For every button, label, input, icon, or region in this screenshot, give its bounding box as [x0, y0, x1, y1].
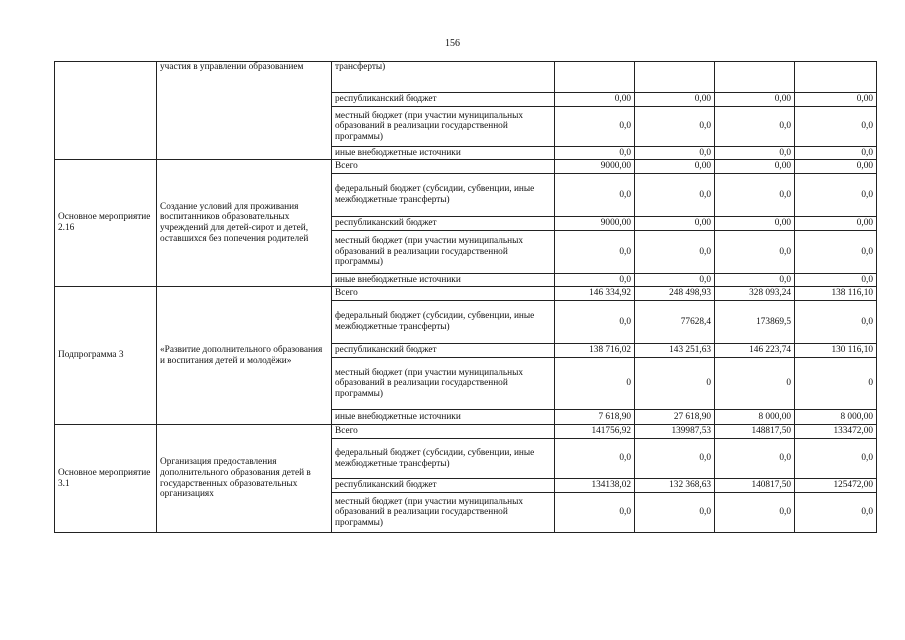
amount-cell: 143 251,63: [635, 344, 715, 358]
amount-cell: 328 093,24: [715, 287, 795, 301]
amount-cell: 0,0: [715, 493, 795, 533]
amount-cell: 0,0: [715, 274, 795, 287]
funding-source-cell: Всего: [332, 160, 555, 174]
amount-cell: 0,0: [635, 274, 715, 287]
amount-cell: 0,0: [555, 147, 635, 160]
amount-cell: [715, 62, 795, 93]
amount-cell: 0: [715, 358, 795, 410]
amount-cell: 0,00: [555, 93, 635, 107]
table-row: [55, 287, 877, 301]
amount-cell: 0,0: [795, 231, 877, 274]
program-name-cell: Основное мероприятие 2.16: [55, 160, 157, 287]
funding-source-cell: федеральный бюджет (субсидии, субвенции, иные межбюджетные трансферты): [332, 174, 555, 217]
amount-cell: 0,00: [715, 217, 795, 231]
funding-source-cell: федеральный бюджет (субсидии, субвенции, иные межбюджетные трансферты): [332, 439, 555, 479]
funding-source-cell: Всего: [332, 425, 555, 439]
amount-cell: 0,0: [635, 439, 715, 479]
amount-cell: 0,0: [555, 301, 635, 344]
funding-source-cell: иные внебюджетные источники: [332, 274, 555, 287]
funding-source-cell: иные внебюджетные источники: [332, 410, 555, 425]
amount-cell: 77628,4: [635, 301, 715, 344]
amount-cell: 0,0: [795, 274, 877, 287]
amount-cell: 8 000,00: [715, 410, 795, 425]
amount-cell: 0,0: [715, 174, 795, 217]
amount-cell: 0,00: [795, 160, 877, 174]
program-name-cell: Основное мероприятие 3.1: [55, 425, 157, 533]
table-row: [55, 62, 877, 93]
amount-cell: 0,0: [555, 439, 635, 479]
amount-cell: 0,00: [635, 93, 715, 107]
amount-cell: 0,0: [635, 174, 715, 217]
amount-cell: 146 223,74: [715, 344, 795, 358]
amount-cell: 0,0: [795, 174, 877, 217]
amount-cell: [635, 62, 715, 93]
amount-cell: 139987,53: [635, 425, 715, 439]
program-description-cell: участия в управлении образованием: [157, 62, 332, 160]
amount-cell: 0,00: [795, 217, 877, 231]
amount-cell: 138 116,10: [795, 287, 877, 301]
amount-cell: 148817,50: [715, 425, 795, 439]
amount-cell: 0,0: [555, 174, 635, 217]
amount-cell: 0,0: [635, 493, 715, 533]
amount-cell: 132 368,63: [635, 479, 715, 493]
amount-cell: 0,00: [715, 160, 795, 174]
amount-cell: 0,00: [635, 160, 715, 174]
funding-source-cell: местный бюджет (при участии муниципальных образований в реализации государственной программы): [332, 231, 555, 274]
amount-cell: 0,0: [555, 107, 635, 147]
amount-cell: 0,0: [715, 147, 795, 160]
amount-cell: 173869,5: [715, 301, 795, 344]
amount-cell: 8 000,00: [795, 410, 877, 425]
amount-cell: 0,0: [795, 439, 877, 479]
amount-cell: 0,0: [555, 274, 635, 287]
funding-source-cell: федеральный бюджет (субсидии, субвенции, иные межбюджетные трансферты): [332, 301, 555, 344]
amount-cell: 0,0: [555, 231, 635, 274]
amount-cell: 0,0: [795, 301, 877, 344]
funding-source-cell: местный бюджет (при участии муниципальных образований в реализации государственной программы): [332, 493, 555, 533]
amount-cell: [555, 62, 635, 93]
amount-cell: [795, 62, 877, 93]
program-description-cell: Организация предоставления дополнительного образования детей в государственных образовательных организациях: [157, 425, 332, 533]
program-description-cell: «Развитие дополнительного образования и воспитания детей и молодёжи»: [157, 287, 332, 425]
amount-cell: 0,0: [635, 231, 715, 274]
funding-source-cell: иные внебюджетные источники: [332, 147, 555, 160]
amount-cell: 0,0: [795, 107, 877, 147]
budget-table: [54, 61, 877, 533]
funding-source-cell: местный бюджет (при участии муниципальных образований в реализации государственной программы): [332, 107, 555, 147]
amount-cell: 134138,02: [555, 479, 635, 493]
amount-cell: 0,0: [795, 493, 877, 533]
amount-cell: 27 618,90: [635, 410, 715, 425]
program-description-cell: Создание условий для проживания воспитанников образовательных учреждений для детей-сирот и детей, оставшихся без попечения родителей: [157, 160, 332, 287]
amount-cell: 0,00: [635, 217, 715, 231]
page-number: 156: [445, 38, 460, 49]
amount-cell: 125472,00: [795, 479, 877, 493]
amount-cell: 140817,50: [715, 479, 795, 493]
program-name-cell: Подпрограмма 3: [55, 287, 157, 425]
amount-cell: 0: [795, 358, 877, 410]
amount-cell: 0,00: [795, 93, 877, 107]
amount-cell: 0,00: [715, 93, 795, 107]
funding-source-cell: республиканский бюджет: [332, 344, 555, 358]
amount-cell: 0,0: [635, 147, 715, 160]
amount-cell: 7 618,90: [555, 410, 635, 425]
amount-cell: 0,0: [715, 107, 795, 147]
amount-cell: 0,0: [715, 231, 795, 274]
funding-source-cell: республиканский бюджет: [332, 93, 555, 107]
table-row: [55, 160, 877, 174]
amount-cell: 141756,92: [555, 425, 635, 439]
amount-cell: 138 716,02: [555, 344, 635, 358]
amount-cell: 146 334,92: [555, 287, 635, 301]
funding-source-cell: местный бюджет (при участии муниципальных образований в реализации государственной программы): [332, 358, 555, 410]
program-name-cell: [55, 62, 157, 160]
amount-cell: 0,0: [795, 147, 877, 160]
amount-cell: 130 116,10: [795, 344, 877, 358]
amount-cell: 248 498,93: [635, 287, 715, 301]
amount-cell: 0: [555, 358, 635, 410]
funding-source-cell: республиканский бюджет: [332, 479, 555, 493]
amount-cell: 9000,00: [555, 160, 635, 174]
table-row: [55, 425, 877, 439]
table-body: [55, 62, 877, 533]
amount-cell: 0,0: [555, 493, 635, 533]
funding-source-cell: трансферты): [332, 62, 555, 93]
amount-cell: 0,0: [635, 107, 715, 147]
funding-source-cell: Всего: [332, 287, 555, 301]
amount-cell: 133472,00: [795, 425, 877, 439]
amount-cell: 0: [635, 358, 715, 410]
funding-source-cell: республиканский бюджет: [332, 217, 555, 231]
amount-cell: 9000,00: [555, 217, 635, 231]
amount-cell: 0,0: [715, 439, 795, 479]
